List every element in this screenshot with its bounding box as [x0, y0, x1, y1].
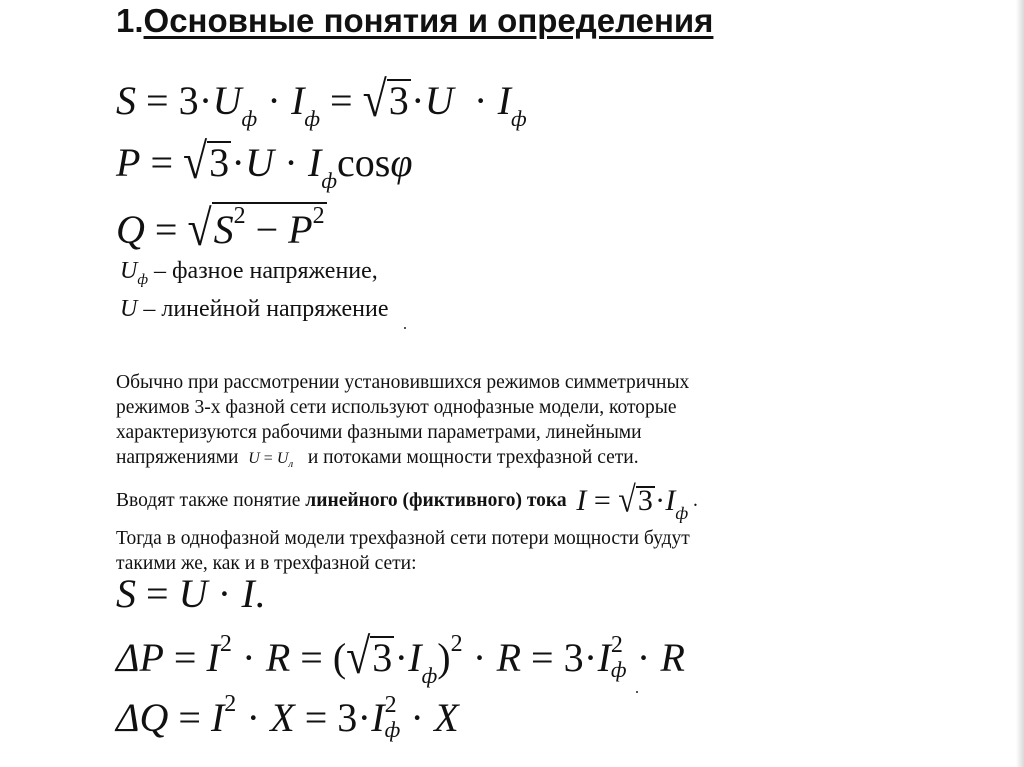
sqrt-3: √3: [346, 628, 393, 685]
equals-sign: =: [178, 695, 201, 740]
paragraph-line: напряжениями $U = U_л$ и потоками мощности трехфазной сети.: [116, 447, 639, 470]
paragraph-line: Тогда в однофазной модели трехфазной сети потери мощности будут: [116, 528, 690, 549]
formula-reactive-loss: $\Delta Q = I^2 \cdot X = 3\cdot I$ 2 ф · X: [116, 691, 459, 742]
definition-phase-voltage: [120, 258, 378, 289]
sub-phase: ф: [137, 272, 148, 288]
inline-math-U-eq-Ul: $U = U_л$: [248, 450, 294, 470]
title-number: 1.: [116, 2, 144, 39]
symbol-I-phase: I: [408, 635, 422, 680]
equals-sign: =: [531, 635, 554, 680]
coef-3: 3: [337, 695, 358, 740]
symbol-R: R: [265, 635, 291, 680]
symbol-S: S: [116, 571, 136, 616]
symbol-X: X: [270, 695, 295, 740]
formula-reactive-power: [116, 200, 327, 257]
symbol-U: U: [178, 571, 208, 616]
symbol-U-phase: U: [120, 258, 138, 284]
formula-apparent-power: $S = 3\cdot U_ф \cdot I_ф = √3\cdot U \cdot I_ф$: [116, 71, 527, 131]
coef-3: 3: [563, 635, 584, 680]
power-2: 2: [233, 203, 246, 229]
paragraph-line: такими же, как и в трехфазной сети:: [116, 553, 417, 574]
power-2: 2: [219, 631, 232, 657]
page-edge-shadow: [1016, 0, 1024, 767]
symbol-I: I: [308, 140, 322, 185]
equals-sign: =: [146, 571, 169, 616]
symbol-delta-Q: ΔQ: [116, 695, 169, 740]
minus-sign: −: [255, 207, 279, 252]
formula-active-loss: $\Delta P = I^2 \cdot R = (√3\cdot I_ф)^2 \cdot R = 3\cdot I$ 2 ф · R: [116, 628, 685, 688]
symbol-P: P: [288, 207, 313, 252]
sub-phase: ф: [321, 168, 337, 193]
symbol-R: R: [660, 635, 685, 680]
equals-sign: =: [300, 635, 323, 680]
symbol-I: I: [241, 571, 255, 616]
sqrt-3: √3: [183, 133, 230, 190]
equals-sign: =: [146, 78, 169, 123]
equals-sign: =: [154, 207, 178, 252]
symbol-U: U: [424, 78, 454, 123]
symbol-S: S: [213, 207, 234, 252]
sqrt-expression: $√S^2 - P^2$: [187, 200, 325, 257]
symbol-U: U: [245, 140, 275, 185]
symbol-I-phase: I: [291, 78, 305, 123]
symbol-R: R: [496, 635, 522, 680]
power-2: 2: [312, 203, 325, 229]
symbol-U: U: [120, 296, 138, 322]
coef-3: 3: [178, 78, 199, 123]
equals-sign: =: [330, 78, 353, 123]
symbol-I: I: [210, 695, 225, 740]
paragraph-line: Вводят также понятие линейного (фиктивного) тока $I = √3\cdot I_ф$ .: [116, 478, 698, 523]
symbol-U-phase: U: [212, 78, 242, 123]
symbol-I-phase: I: [597, 635, 611, 680]
paragraph-line: Обычно при рассмотрении установившихся режимов симметричных: [116, 372, 690, 393]
phase-voltage-text: – фазное напряжение,: [154, 258, 378, 284]
page-title: [116, 2, 713, 40]
symbol-delta-P: ΔP: [116, 635, 164, 680]
definition-line-voltage: [120, 296, 389, 323]
symbol-Q: Q: [116, 207, 145, 252]
speck: [404, 327, 406, 329]
symbol-I: I: [206, 635, 220, 680]
paragraph-line: характеризуются рабочими фазными параметрами, линейными: [116, 422, 642, 443]
symbol-P: P: [116, 140, 141, 185]
formula-active-power: $P = √3\cdot U \cdot I_ф\cos\varphi$: [116, 133, 413, 193]
power-2: 2: [224, 691, 237, 717]
speck: [636, 691, 638, 693]
sub-phase: ф: [304, 106, 321, 131]
sqrt-3: √3: [362, 71, 409, 128]
cos-function: cos: [337, 140, 391, 185]
inline-math-line-current: $I = √3\cdot I_ф$: [576, 478, 689, 523]
formula-single-phase-power: S = U · I.: [116, 571, 265, 616]
paragraph-fictitious-current: [116, 478, 698, 576]
line-voltage-text: – линейной напряжение: [143, 296, 389, 322]
symbol-I: I: [497, 78, 511, 123]
equals-sign: =: [304, 695, 328, 740]
paragraph-line: режимов 3-х фазной сети используют однофазные модели, которые: [116, 397, 677, 418]
sub-phase: ф: [510, 106, 527, 131]
equals-sign: =: [150, 140, 173, 185]
bold-term: линейного (фиктивного) тока: [305, 490, 567, 511]
symbol-I-phase: I: [371, 695, 385, 740]
equals-sign: =: [173, 635, 197, 680]
symbol-X: X: [434, 695, 459, 740]
paragraph-description: [116, 370, 689, 477]
title-text: Основные понятия и определения: [143, 2, 714, 39]
symbol-S: S: [116, 78, 136, 123]
symbol-phi: φ: [390, 140, 413, 185]
sub-phase: ф: [241, 106, 258, 131]
